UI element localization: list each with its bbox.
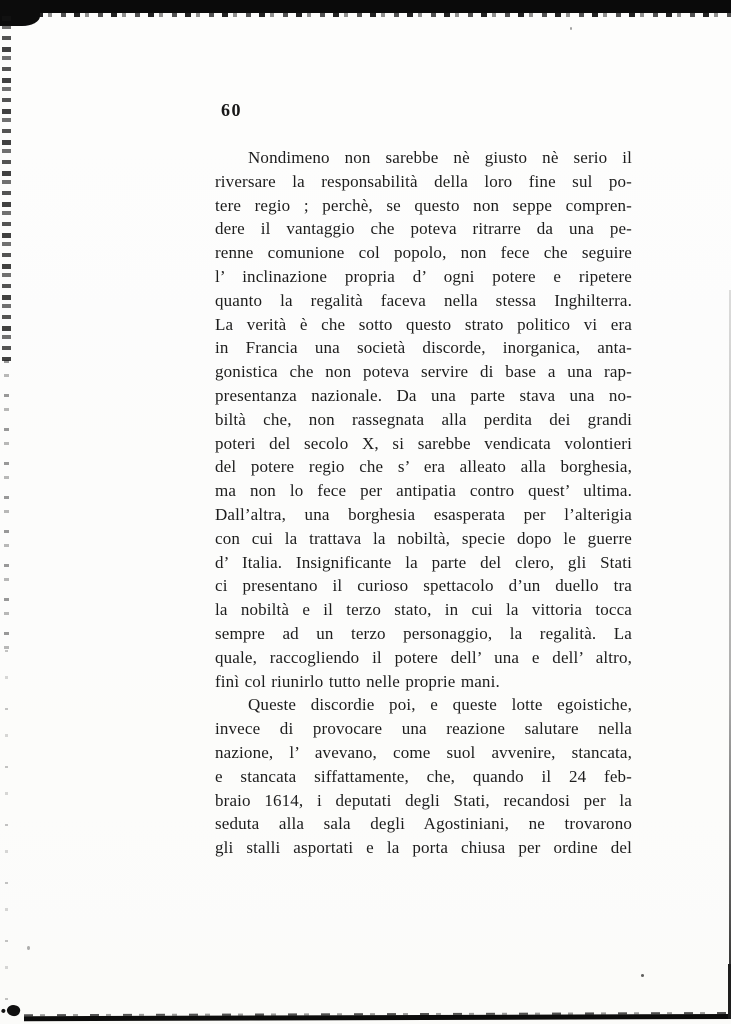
text-line: invece di provocare una reazione salutare nella xyxy=(215,719,632,739)
text-line: Dall’altra, una borghesia esasperata per l’alterigia xyxy=(215,504,632,524)
text-line: tere regio ; perchè, se questo non seppe compren- xyxy=(215,195,632,215)
text-line: seduta alla sala degli Agostiniani, ne trovarono xyxy=(215,814,632,834)
text-line: e stancata siffattamente, che, quando il 24 feb- xyxy=(215,766,632,786)
scan-artifact-binding-edge-lower xyxy=(4,360,9,650)
text-line: la nobiltà e il terzo stato, in cui la vittoria tocca xyxy=(215,600,632,620)
page-number: 60 xyxy=(221,100,242,120)
text-line: l’ inclinazione propria d’ ogni potere e ripetere xyxy=(215,266,632,286)
text-line: del potere regio che s’ era alleato alla borghesia, xyxy=(215,457,632,477)
text-line: La verità è che sotto questo strato politico vi era xyxy=(215,314,632,334)
text-line: braio 1614, i deputati degli Stati, recandosi per la xyxy=(215,790,632,810)
text-line: dere il vantaggio che poteva ritrarre da una pe- xyxy=(215,219,632,239)
text-line: biltà che, non rassegnata alla perdita dei grandi xyxy=(215,409,632,429)
text-line: renne comunione col popolo, non fece che seguire xyxy=(215,243,632,263)
text-line: riversare la responsabilità della loro fine sul po- xyxy=(215,171,632,191)
scan-artifact-bottom-blob xyxy=(6,1003,22,1017)
text-line: Queste discordie poi, e queste lotte egoistiche, xyxy=(248,695,632,715)
text-line: con cui la trattava la nobiltà, specie dopo le guerre xyxy=(215,528,632,548)
text-block xyxy=(215,146,632,860)
text-line: nazione, l’ avevano, come suol avvenire, stancata, xyxy=(215,742,632,762)
text-line: d’ Italia. Insignificante la parte del clero, gli Stati xyxy=(215,552,632,572)
text-line: gonistica che non poteva servire di base a una rap- xyxy=(215,362,632,382)
text-line: in Francia una società discorde, inorganica, anta- xyxy=(215,338,632,358)
text-line: finì col riunirlo tutto nelle proprie mani. xyxy=(215,671,500,691)
text-line: quale, raccogliendo il potere dell’ una e dell’ altro, xyxy=(215,647,632,667)
scan-artifact-top-edge xyxy=(0,0,731,13)
text-line: gli stalli asportati e la porta chiusa per ordine del xyxy=(215,838,632,858)
text-line: ci presentano il curioso spettacolo d’un duello tra xyxy=(215,576,632,596)
scan-speck xyxy=(641,974,644,977)
text-line: poteri del secolo X, si sarebbe vendicata volontieri xyxy=(215,433,632,453)
text-line: Nondimeno non sarebbe nè giusto nè serio il xyxy=(248,148,632,167)
text-line: quanto la regalità faceva nella stessa Inghilterra. xyxy=(215,290,632,310)
scan-artifact-binding-edge-upper xyxy=(2,16,11,361)
scan-artifact-binding-edge-faint xyxy=(5,650,8,1000)
scan-artifact-bottom-edge xyxy=(24,1014,731,1021)
text-line: ma non lo fece per antipatia contro quest’ ultima. xyxy=(215,481,632,501)
text-line: sempre ad un terzo personaggio, la regalità. La xyxy=(215,623,632,643)
text-line: presentanza nazionale. Da una parte stava una no- xyxy=(215,385,632,405)
scan-speck xyxy=(570,27,572,30)
scan-speck xyxy=(27,946,30,950)
